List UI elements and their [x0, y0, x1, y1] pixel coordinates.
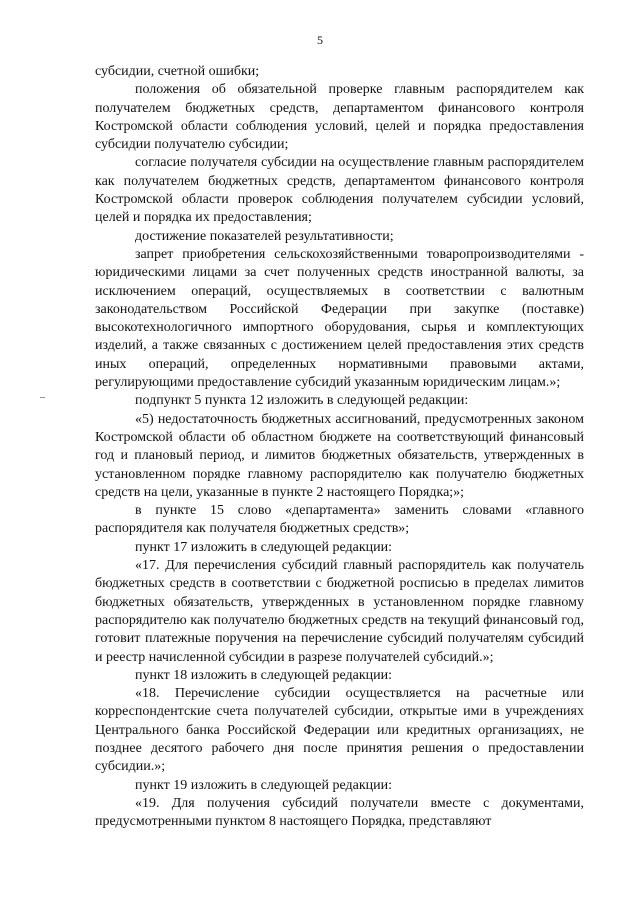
- paragraph: согласие получателя субсидии на осуществление главным распорядителем как получателем бюджетных средств, департаментом финансового контроля Костромской области проверок соблюдения получателем субсидии условий, целей и порядка их предоставления;: [95, 155, 584, 226]
- paragraph: подпункт 5 пункта 12 изложить в следующей редакции:: [135, 393, 469, 409]
- paragraph: «5) недостаточность бюджетных ассигнований, предусмотренных законом Костромской области об областном бюджете на соответствующий финансовый год и плановый период, и лимитов бюджетных обязательств, утвержденных в установленном порядке главному распорядителю как получателю бюджетных средств на цели, указанные в пункте 2 настоящего Порядка;»;: [95, 411, 584, 500]
- page-number: 5: [317, 33, 323, 47]
- paragraph: субсидии, счетной ошибки;: [95, 64, 260, 79]
- paragraph: положения об обязательной проверке главным распорядителем как получателем бюджетных средств, департаментом финансового контроля Костромской области соблюдения условий, целей и порядка предоставления субсидии получателю субсидии;: [95, 82, 584, 153]
- margin-mark: –: [40, 392, 45, 403]
- paragraph: пункт 19 изложить в следующей редакции:: [135, 777, 392, 793]
- paragraph: запрет приобретения сельскохозяйственными товаропроизводителями - юридическими лицами за счет полученных средств иностранной валюты, за исключением операций, осуществляемых в соответствии с валютным законодательством Российской Федерации при закупке (поставке) высокотехнологичного импортного оборудования, сырья и комплектующих изделий, а также связанных с достижением целей предоставления этих средств иных операций, определенных нормативными правовыми актами, регулирующими предоставление субсидий указанным юридическим лицам.»;: [95, 246, 584, 391]
- paragraph: пункт 18 изложить в следующей редакции:: [135, 667, 392, 683]
- paragraph: «18. Перечисление субсидии осуществляется на расчетные или корреспондентские счета получателей субсидии, открытые ими в учреждениях Центрального банка Российской Федерации или кредитных организациях, не позднее десятого рабочего дня после принятия решения о предоставлении субсидии.»;: [95, 686, 584, 775]
- paragraph: достижение показателей результативности;: [135, 228, 394, 244]
- paragraph: в пункте 15 слово «департамента» заменить словами «главного распорядителя как получателя бюджетных средств»;: [95, 503, 584, 537]
- paragraph: пункт 17 изложить в следующей редакции:: [135, 539, 392, 555]
- paragraph: «19. Для получения субсидий получатели вместе с документами, предусмотренными пунктом 8 настоящего Порядка, представляют: [95, 795, 584, 830]
- document-body: [95, 63, 584, 831]
- paragraph: «17. Для перечисления субсидий главный распорядитель как получатель бюджетных средств в соответствии с бюджетной росписью в пределах лимитов бюджетных обязательств, утвержденных в установленном порядке главному распорядителю как получателю бюджетных средств на текущий финансовый год, готовит платежные поручения на перечисление субсидий получателям субсидий и реестр начисленной субсидии в разрезе получателей субсидий.»;: [95, 558, 584, 665]
